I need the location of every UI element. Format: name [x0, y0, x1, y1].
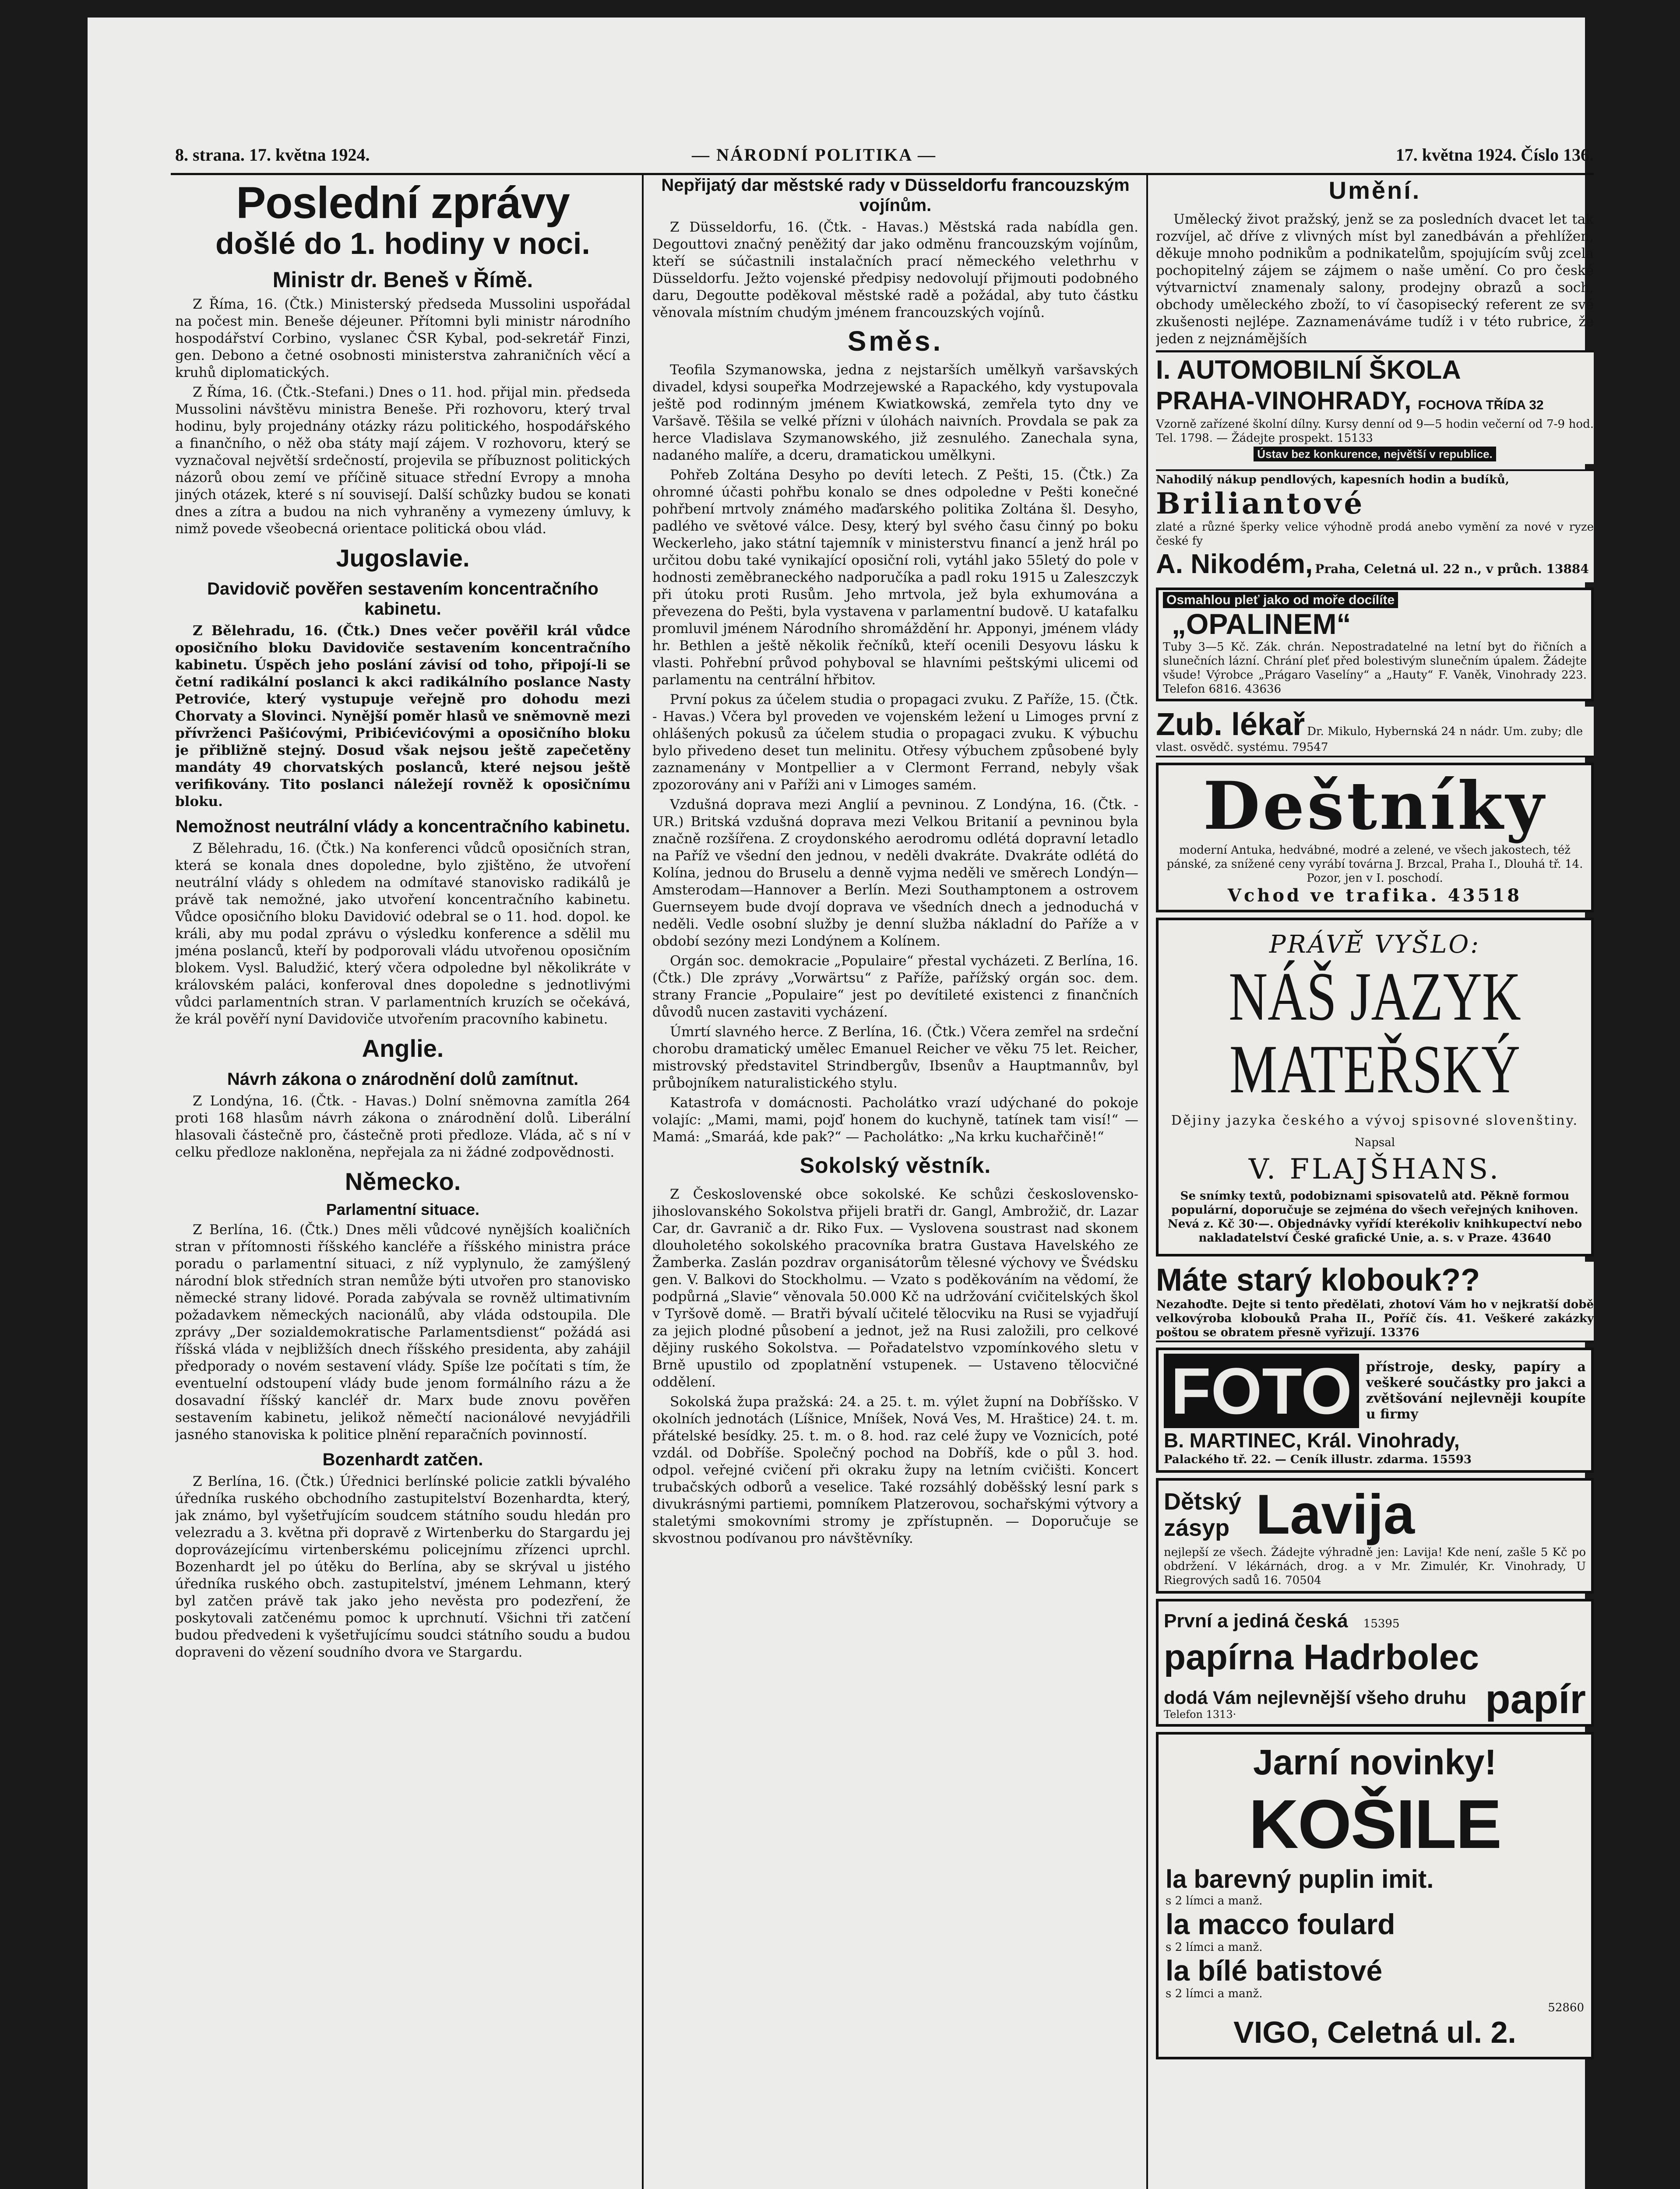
news-item: Pohřeb Zoltána Desyho po devíti letech. Z Pešti, 15. (Čtk.) Za ohromné účasti pohřbu konalo se dnes odpoledne v Pešti konečné pohřbení mrtvoly známého maďarského politika Zoltána šl. Desyho, padlého ve světové válce. Desy, který byl svého času činný po boku Weckerleho, jako státní tajemník v ministerstvu financí a jenž hrál po určitou dobu také vynikající oposiční roli, vytáhl jako 55letý do pole v hodnosti zeměbraneckého nadporučíka a padl roku 1915 u Zaleszczyk při útoku proti Rusům. Jeho mrtvola, jež byla exhumována a převezena do Pešti, byla vystavena v parlamentní budově. U katafalku promluvil jménem Národního shromáždění hr. Apponyi, jménem vlády hr. Bethlen a ještě několik řečníků, kteří ocenili Desyovu lásku k vlasti. Pohřební průvod pohyboval se hlavními peštskými ulicemi od parlamentu na centrální hřbitov.: [652, 467, 1138, 688]
article-headline: Parlamentní situace.: [326, 1200, 480, 1218]
ad-title: FOTO: [1164, 1354, 1359, 1428]
ad-firm: A. Nikodém,: [1156, 549, 1313, 579]
column-2: [652, 175, 1138, 2189]
article-paragraph: Umělecký život pražský, jenž se za posledních dvacet let tak rozvíjel, ač dříve z vlivných míst byl zanedbáván a přehlížen, děkuje mnoho podnikům a podnikatelům, spojujícím svůj zcela pochopitelný zájem se zájmem o naše umění. Co pro české výtvarnictví znamenaly salony, prodejny obrazů a soch, obchody uměleckého zboží, to ví časopisecký referent ze své zkušenosti nejlépe. Zaznamenáváme tudíž i v této rubrice, že jeden z nejznámějších: [1156, 211, 1594, 347]
ad-text: Dr. Mikulo, Hybernská 24 n nádr. Um. zuby; dle vlast. osvědč. systému. 79547: [1156, 725, 1583, 754]
news-item: Úmrtí slavného herce. Z Berlína, 16. (Čtk.) Včera zemřel na srdeční chorobu dramatický umělec Emanuel Reicher ve věku 75 let. Reicher, mistrovský představitel Strindbergův, Ibsenův a Hauptmannův, byl průbojníkem naturalistického stylu.: [652, 1024, 1138, 1091]
article-paragraph: Z Bělehradu, 16. (Čtk.) Dnes večer pověřil král vůdce oposičního bloku Davidoviče sestavením koncentračního kabinetu. Úspěch jeho poslání závisí od toho, připojí-li se četní radikální poslanci k akci radikálního poslance Nasty Petroviće, který vystupuje veřejně pro dohodu mezi Chorvaty a Slovinci. Nynější poměr hlasů ve sněmovně mezi přívrženci Pašićovými, Pribićevićovými a oposičního bloku je přibližně stejný. Dosud však nejsou ještě zapečetěny mandáty 49 chorvatských poslanců, které nejsou ještě verifikovány. Tito poslanci náležejí rovněž k oposičnímu bloku.: [175, 623, 630, 809]
news-item: Katastrofa v domácnosti. Pacholátko vrazí udýchané do pokoje volajíc: „Mami, mami, pojď honem do kuchyně, tatínek tam visí!“ — Mamá: „Smaráá, kde pak?“ — Pacholátko: „Na krku kuchařčině!“: [652, 1095, 1138, 1145]
news-item: První pokus za účelem studia o propagaci zvuku. Z Paříže, 15. (Čtk. - Havas.) Včera byl proveden ve vojenském ležení u Limoges první z ohlášených pokusů za účelem studia o propagaci zvuku. K výbuchu bylo přivedeno deset tun melinitu. Otřesy výbuchem způsobené byly zaznamenány v Montpellier a v Clermont Ferrand, nebyly však zpozorovány ani v Paříži ani v Limoges samém.: [652, 692, 1138, 793]
ad-phone: Telefon 1313·: [1164, 1708, 1236, 1721]
ad-subtitle: PRAHA-VINOHRADY,: [1156, 387, 1412, 415]
ad-item-price: s 2 límci a manž.: [1166, 1941, 1263, 1954]
ad-text: moderní Antuka, hedvábné, modré a zelené, ve všech jakostech, též pánské, za snížené ceny vyrábí továrna J. Brzcal, Praha I., Dlouhá tř. 14. Pozor, jen v I. poschodí.: [1166, 844, 1583, 885]
news-item: Z Československé obce sokolské. Ke schůzi československo-jihoslovanského Sokolstva přijeli bratři dr. Gangl, Ambrožič, dr. Lazar Car, dr. Gavranič a dr. Riko Fux. — Vyslovena soustrast nad skonem dlouholetého sokolského pracovníka bratra Gustava Havelského ze Žamberka. Zaslán pozdrav organisátorům tělesné výchovy ve Švédsku gen. V. Balkovi do Stockholmu. — Vzato s poděkováním na vědomí, že podpůrná „Slavie“ věnovala 50.000 Kč na udržování cvičitelských škol v Tyršově domě. — Bratři bývalí učitelé tělocviku na Rusi se vyjadřují za jejich plodné působení a jednot, jež na Rusi založili, pro celkové dějiny ruského Sokolstva. — Pořadatelstvo vzpomínkového sletu v Brně upustilo od zpoplatnění vstupenek. — Ustaveno tělocvičné oddělení.: [652, 1186, 1138, 1390]
ad-title: Deštníky: [1203, 767, 1547, 845]
article-paragraph: Z Říma, 16. (Čtk.-Stefani.) Dnes o 11. hod. přijal min. předseda Mussolini návštěvu ministra Beneše. Při rozhovoru, který trval hodinu, byly projednány otázky rázu politického, hospodářského a finančního, o něž oba státy mají zájem. V rozhovoru, který se vyznačoval největší srdečností, projevila se příbuznost politických názorů obou zemí ve příčině situace střední Evropy a mnoha jiných otázek, které s ní souvisejí. Další schůzky budou se konati dnes a zítra a budou na nich vyhraněny a vymezeny úmluvy, k nimž povede všeobecná orientace politická obou vlád.: [175, 384, 630, 537]
section-subtitle: došlé do 1. hodiny v noci.: [215, 226, 590, 260]
news-item: Orgán soc. demokracie „Populaire“ přestal vycházeti. Z Berlína, 16. (Čtk.) Dle zprávy „Vorwärtsu“ z Paříže, pařížský orgán soc. dem. strany Francie „Populaire“ jest po devítileté existenci z finančních důvodů nucen zastaviti vycházení.: [652, 953, 1138, 1020]
ad-text: Nezahoďte. Dejte si tento předělati, zhotoví Vám ho v nejkratší době velkovýroba klobouků Praha II., Poříč čís. 41. Veškeré zakázky poštou se obratem přesně vyřizují. 13376: [1156, 1298, 1594, 1339]
ad-address: Palackého tř. 22. — Ceník illustr. zdarma. 15593: [1164, 1453, 1472, 1466]
ad-kicker: První a jediná česká: [1164, 1610, 1348, 1632]
ad-title: NÁŠ JAZYK: [1229, 958, 1521, 1035]
ad-firm: B. MARTINEC, Král. Vinohrady,: [1164, 1429, 1460, 1452]
ad-item: la bílé batistové: [1166, 1954, 1383, 1987]
ad-destniky: [1156, 763, 1594, 912]
country-heading: Jugoslavie.: [336, 544, 470, 572]
article-headline: Ministr dr. Beneš v Římě.: [272, 267, 533, 292]
article-headline: Davidovič pověřen sestavením koncentračního kabinetu.: [207, 579, 599, 619]
ad-author: V. FLAJŠHANS.: [1248, 1153, 1501, 1186]
article-paragraph: Z Říma, 16. (Čtk.) Ministerský předseda Mussolini uspořádal na počest min. Beneše déjeuner. Přítomni byli ministr národního hospodářství Corbino, vyslanec ČSR Kybal, pod-sekretář Finzi, gen. Debono a četné osobnosti ministerstva zahraničních věcí a kruhů diplomatických.: [175, 296, 630, 380]
ad-code: 52860: [1548, 2001, 1584, 2014]
ad-text: Tuby 3—5 Kč. Zák. chrán. Nepostradatelné na letní byt do řičních a slunečních lázní. Chrání pleť před bolestivým slunečním úpalem. Žádejte všude! Výrobce „Prágaro Vaselíny“ a „Hauty“ F. Vaněk, Vinohrady 223. Telefon 6816. 43636: [1163, 641, 1587, 696]
running-head: [88, 144, 1594, 175]
ad-text: nejlepší ze všech. Žádejte výhradně jen: Lavija! Kde není, zašle 5 Kč po obdržení. V lékárnách, drog. a v Mr. Zimulér, Kr. Vinohrady, U Riegrových sadů 16. 70504: [1164, 1546, 1586, 1587]
article-headline: Nepřijatý dar městské rady v Düsseldorfu francouzským vojínům.: [661, 176, 1130, 215]
ad-item-price: s 2 límci a manž.: [1166, 1987, 1263, 2000]
ad-title: Máte starý klobouk??: [1156, 1263, 1480, 1298]
article-paragraph: Z Berlína, 16. (Čtk.) Úřednici berlínské policie zatkli bývalého úředníka ruského obchodního zastupitelství Bozenhardta, který, jak známo, byl vyšetřujícím soudcem státního soudu hledán pro velezradu a 3. května při dopravě z Wirtenberku do Stargardu jej doprovázejícímu virtenberskému policejnímu zřízenci uprchl. Bozenhardt jel po útěku do Berlína, aby se skrýval u jistého úředníka ruského obch. zastupitelství, jménem Lehmann, který byl zatčen právě tak jako jeho nevěsta pro podezření, že poskytovali zatčenému pomoc k uprchnutí. Všichni tři zatčení budou předvedeni k vyšetřujícímu soudci státního soudu a budou dopraveni do vězení soudního dvora ve Stargardu.: [175, 1474, 630, 1660]
ad-subtitle: Dějiny jazyka českého a vývoj spisovné slovenštiny.: [1171, 1113, 1579, 1128]
ad-kicker: Jarní novinky!: [1253, 1742, 1497, 1782]
ad-word: papír: [1485, 1676, 1586, 1722]
section-title-umeni: Umění.: [1328, 176, 1421, 204]
ad-klobouk: [1156, 1262, 1594, 1342]
column-rule: [1146, 175, 1148, 2189]
ad-foto: [1156, 1348, 1594, 1473]
ad-firm: VIGO, Celetná ul. 2.: [1233, 2015, 1516, 2049]
column-rule: [642, 175, 644, 2189]
ad-title: Zub. lékař: [1156, 707, 1305, 742]
ad-title: Briliantové: [1156, 486, 1365, 521]
ad-text: přístroje, desky, papíry a veškeré součástky pro jakci a zvětšování nejlevněji koupíte u firmy: [1366, 1359, 1586, 1422]
column-3: [1156, 175, 1594, 2189]
ad-autoskola: [1156, 350, 1594, 464]
ad-papirna: [1156, 1599, 1594, 1727]
country-heading: Anglie.: [362, 1035, 444, 1062]
ad-title: „OPALINEM“: [1172, 608, 1351, 640]
ad-text: Vzorně zařízené školní dílny. Kursy denní od 9—5 hodin večerní od 7-9 hod. Tel. 1798. — Žádejte prospekt. 15133: [1156, 418, 1594, 445]
news-item: Sokolská župa pražská: 24. a 25. t. m. výlet župní na Dobříšsko. V okolních jednotách (Líšnice, Mníšek, Nová Ves, M. Hraštice) 24. t. m. přátelské besídky. 25. t. m. o 8. hod. raz celé župy ve Voznicích, poté vzdál. od Dobříše. Společný pochod na Dobříš, kde o půl 3. hod. odpol. veřejné cvičení při okraku župy na letním cvičišti. Koncert trubačských odborů a veselice. Také rozsáhlý doběšský lesní park s divukrásnými partiemi, pomníkem Platzerovou, sochařskými výtvory a staletými smokovními stromy je zpřístupněn. — Doporučuje se skvostnou podívanou pro návštěvníky.: [652, 1394, 1138, 1546]
article-paragraph: Z Londýna, 16. (Čtk. - Havas.) Dolní sněmovna zamítla 264 proti 168 hlasům návrh zákona o znárodnění dolů. Liberální hlasovali částečně pro, částečně proti předloze. Vláda, ač s ní v celku předloze nakloněna, nepřejala za ni žádné zodpovědnosti.: [175, 1093, 630, 1160]
ad-item: la macco foulard: [1166, 1908, 1395, 1940]
ad-text: Osmahlou pleť jako od moře docílíte: [1163, 592, 1398, 608]
ad-title: papírna Hadrbolec: [1164, 1637, 1479, 1677]
ad-item: la barevný puplin imit.: [1166, 1865, 1434, 1893]
header-left: 8. strana. 17. května 1924.: [175, 145, 370, 165]
article-headline: Nemožnost neutrální vlády a koncentračního kabinetu.: [176, 817, 630, 836]
ad-address: FOCHOVA TŘÍDA 32: [1418, 398, 1544, 412]
article-headline: Návrh zákona o znárodnění dolů zamítnut.: [227, 1070, 579, 1089]
ad-text: Dětský zásyp: [1164, 1489, 1242, 1541]
ad-banner: Ústav bez konkurence, největší v republice.: [1254, 447, 1496, 461]
ad-title: MATEŘSKÝ: [1229, 1031, 1521, 1108]
article-paragraph: Z Düsseldorfu, 16. (Čtk. - Havas.) Městská rada nabídla gen. Degouttovi značný peněžitý dar jako odměnu francouzským vojínům, kteří se súčastnili instalačních prací německého velethrhu v Düsseldorfu. Ježto vojenské předpisy nedovolují přijmouti podobného daru, Degoutte poděkoval městské radě a požádal, aby tuto částku věnovala místním chudým jménem francouzských vojínů.: [652, 219, 1138, 320]
ad-title: Lavija: [1256, 1483, 1415, 1546]
ad-footer: Vchod ve trafika. 43518: [1227, 885, 1522, 906]
section-title-sokol: Sokolský věstník.: [799, 1153, 991, 1178]
section-title: Poslední zprávy: [236, 178, 570, 228]
ad-kosile-vigo: [1156, 1732, 1594, 2059]
column-1: [175, 175, 630, 2189]
masthead: — NÁRODNÍ POLITIKA —: [692, 145, 937, 165]
ad-text: Napsal: [1354, 1136, 1395, 1149]
ad-brilianty: [1156, 469, 1594, 582]
ad-item-price: s 2 límci a manž.: [1166, 1894, 1263, 1907]
ad-lavija: [1156, 1478, 1594, 1594]
ad-kicker: PRÁVĚ VYŠLO:: [1269, 930, 1481, 959]
ad-opalin: [1156, 588, 1594, 701]
news-item: Teofila Szymanowska, jedna z nejstarších umělkyň varšavských divadel, kdysi soupeřka Modrzejewské a Rapackého, kdy vystupovala ještě pod rodinným jménem Kwiatkowská, zemřela tyto dny ve Varšavě. Těšila se velké přízni v úlohách naivních. Provdala se pak za herce Vladislava Szymanowského, již zesnulého. Zanechala syna, nadaného malíře, a dceru, dramatickou umělkyni.: [652, 362, 1138, 463]
ad-title: KOŠILE: [1248, 1786, 1501, 1863]
ad-zubni-lekar: [1156, 707, 1594, 757]
ad-text: Nahodilý nákup pendlových, kapesních hodin a budíků,: [1156, 473, 1509, 486]
ad-text: zlaté a různé šperky velice výhodně prodá anebo vymění za nové v ryze české fy: [1156, 521, 1594, 548]
news-item: Vzdušná doprava mezi Anglií a pevninou. Z Londýna, 16. (Čtk. - UR.) Britská vzdušná doprava mezi Velkou Britanií a pevninou byla značně rozšířena. Z croydonského aerodromu odlétá dopravní letadlo na Paříž ve všední den jednou, v neděli dvakráte. Dvakráte odlétá do Kolína, jednou do Bruselu a denně vyjma neděli ve směrech Londýn—Amsterodam—Hannover a Berlín. Mezi Southamptonem a ostrovem Guernseyem bude dvojí doprava ve všedních dnech a jednoduchá v neděli. Vedle osobní služby je denní služba nákladní do Paříže a v období sezóny mezi Londýnem a Kolínem.: [652, 797, 1138, 949]
article-paragraph: Z Berlína, 16. (Čtk.) Dnes měli vůdcové nynějších koaličních stran v přítomnosti říšského kancléře a říšského ministra práce poradu o parlamentní situaci, z níž vyplynulo, že zamýšlený národní blok středních stran nemůže býti utvořen pro stanovisko německé strany lidové. Porada zabývala se rovněž ultimativním požadavkem německých nacionálů, aby vláda odstoupila. Dle zprávy „Der sozialdemokratische Parlamentsdienst“ požádá asi říšská vláda v nejbližších dnech říšského presidenta, aby zahájil předporady o novém sestavení vlády. Spíše lze počítati s tím, že eventuelní odstoupení vlády bude jenom formálního rázu a že dosavadní říšský kancléř dr. Marx bude znovu pověřen sestavením kabinetu, jelikož němečtí nacionálové nevyjádřili jasného stanoviska k politice plnění reparačních povinností.: [175, 1222, 630, 1443]
ad-code: 15395: [1363, 1617, 1400, 1630]
article-paragraph: Z Bělehradu, 16. (Čtk.) Na konferenci vůdců oposičních stran, která se konala dnes dopoledne, bylo zjištěno, že utvoření neutrální vlády s ohledem na odmítavé stanovisko radikálů je právě tak nemožné, jako utvoření koncentračního kabinetu. Vůdce oposičního bloku Davidović odebral se o 11. hod. dopol. ke králi, aby mu podal zprávu o výsledku konference a sdělil mu jména poslanců, kteří by podporovali vládu utvořenou oposičním blokem. Vysl. Baludžić, který včera odpoledne byl několikráte v královském paláci, konferoval dnes dopoledne s jednotlivými vůdci parlamentních stran. V parlamentních kruzích se očekává, že král pověří nyní Davidoviče utvořením pracovního kabinetu.: [175, 841, 630, 1027]
country-heading: Německo.: [345, 1168, 461, 1195]
ad-address: Praha, Celetná ul. 22 n., v průch. 13884: [1315, 562, 1589, 576]
section-title-smes: Směs.: [847, 325, 944, 357]
header-right: 17. května 1924. Číslo 136.: [1395, 145, 1594, 165]
ad-text: Se snímky textů, podobiznami spisovatelů atd. Pěkně formou populární, doporučuje se zejména do všech veřejných knihoven. Nevá z. Kč 30·—. Objednávky vyřídí kterékoliv knihkupectví nebo nakladatelství České grafické Unie, a. s. v Praze. 43640: [1167, 1190, 1582, 1245]
ad-text: dodá Vám nejlevnější všeho druhu: [1164, 1687, 1466, 1708]
ad-title: I. AUTOMOBILNÍ ŠKOLA: [1156, 355, 1461, 384]
ad-kniha-nas-jazyk: [1156, 918, 1594, 1256]
article-headline: Bozenhardt zatčen.: [322, 1450, 483, 1469]
